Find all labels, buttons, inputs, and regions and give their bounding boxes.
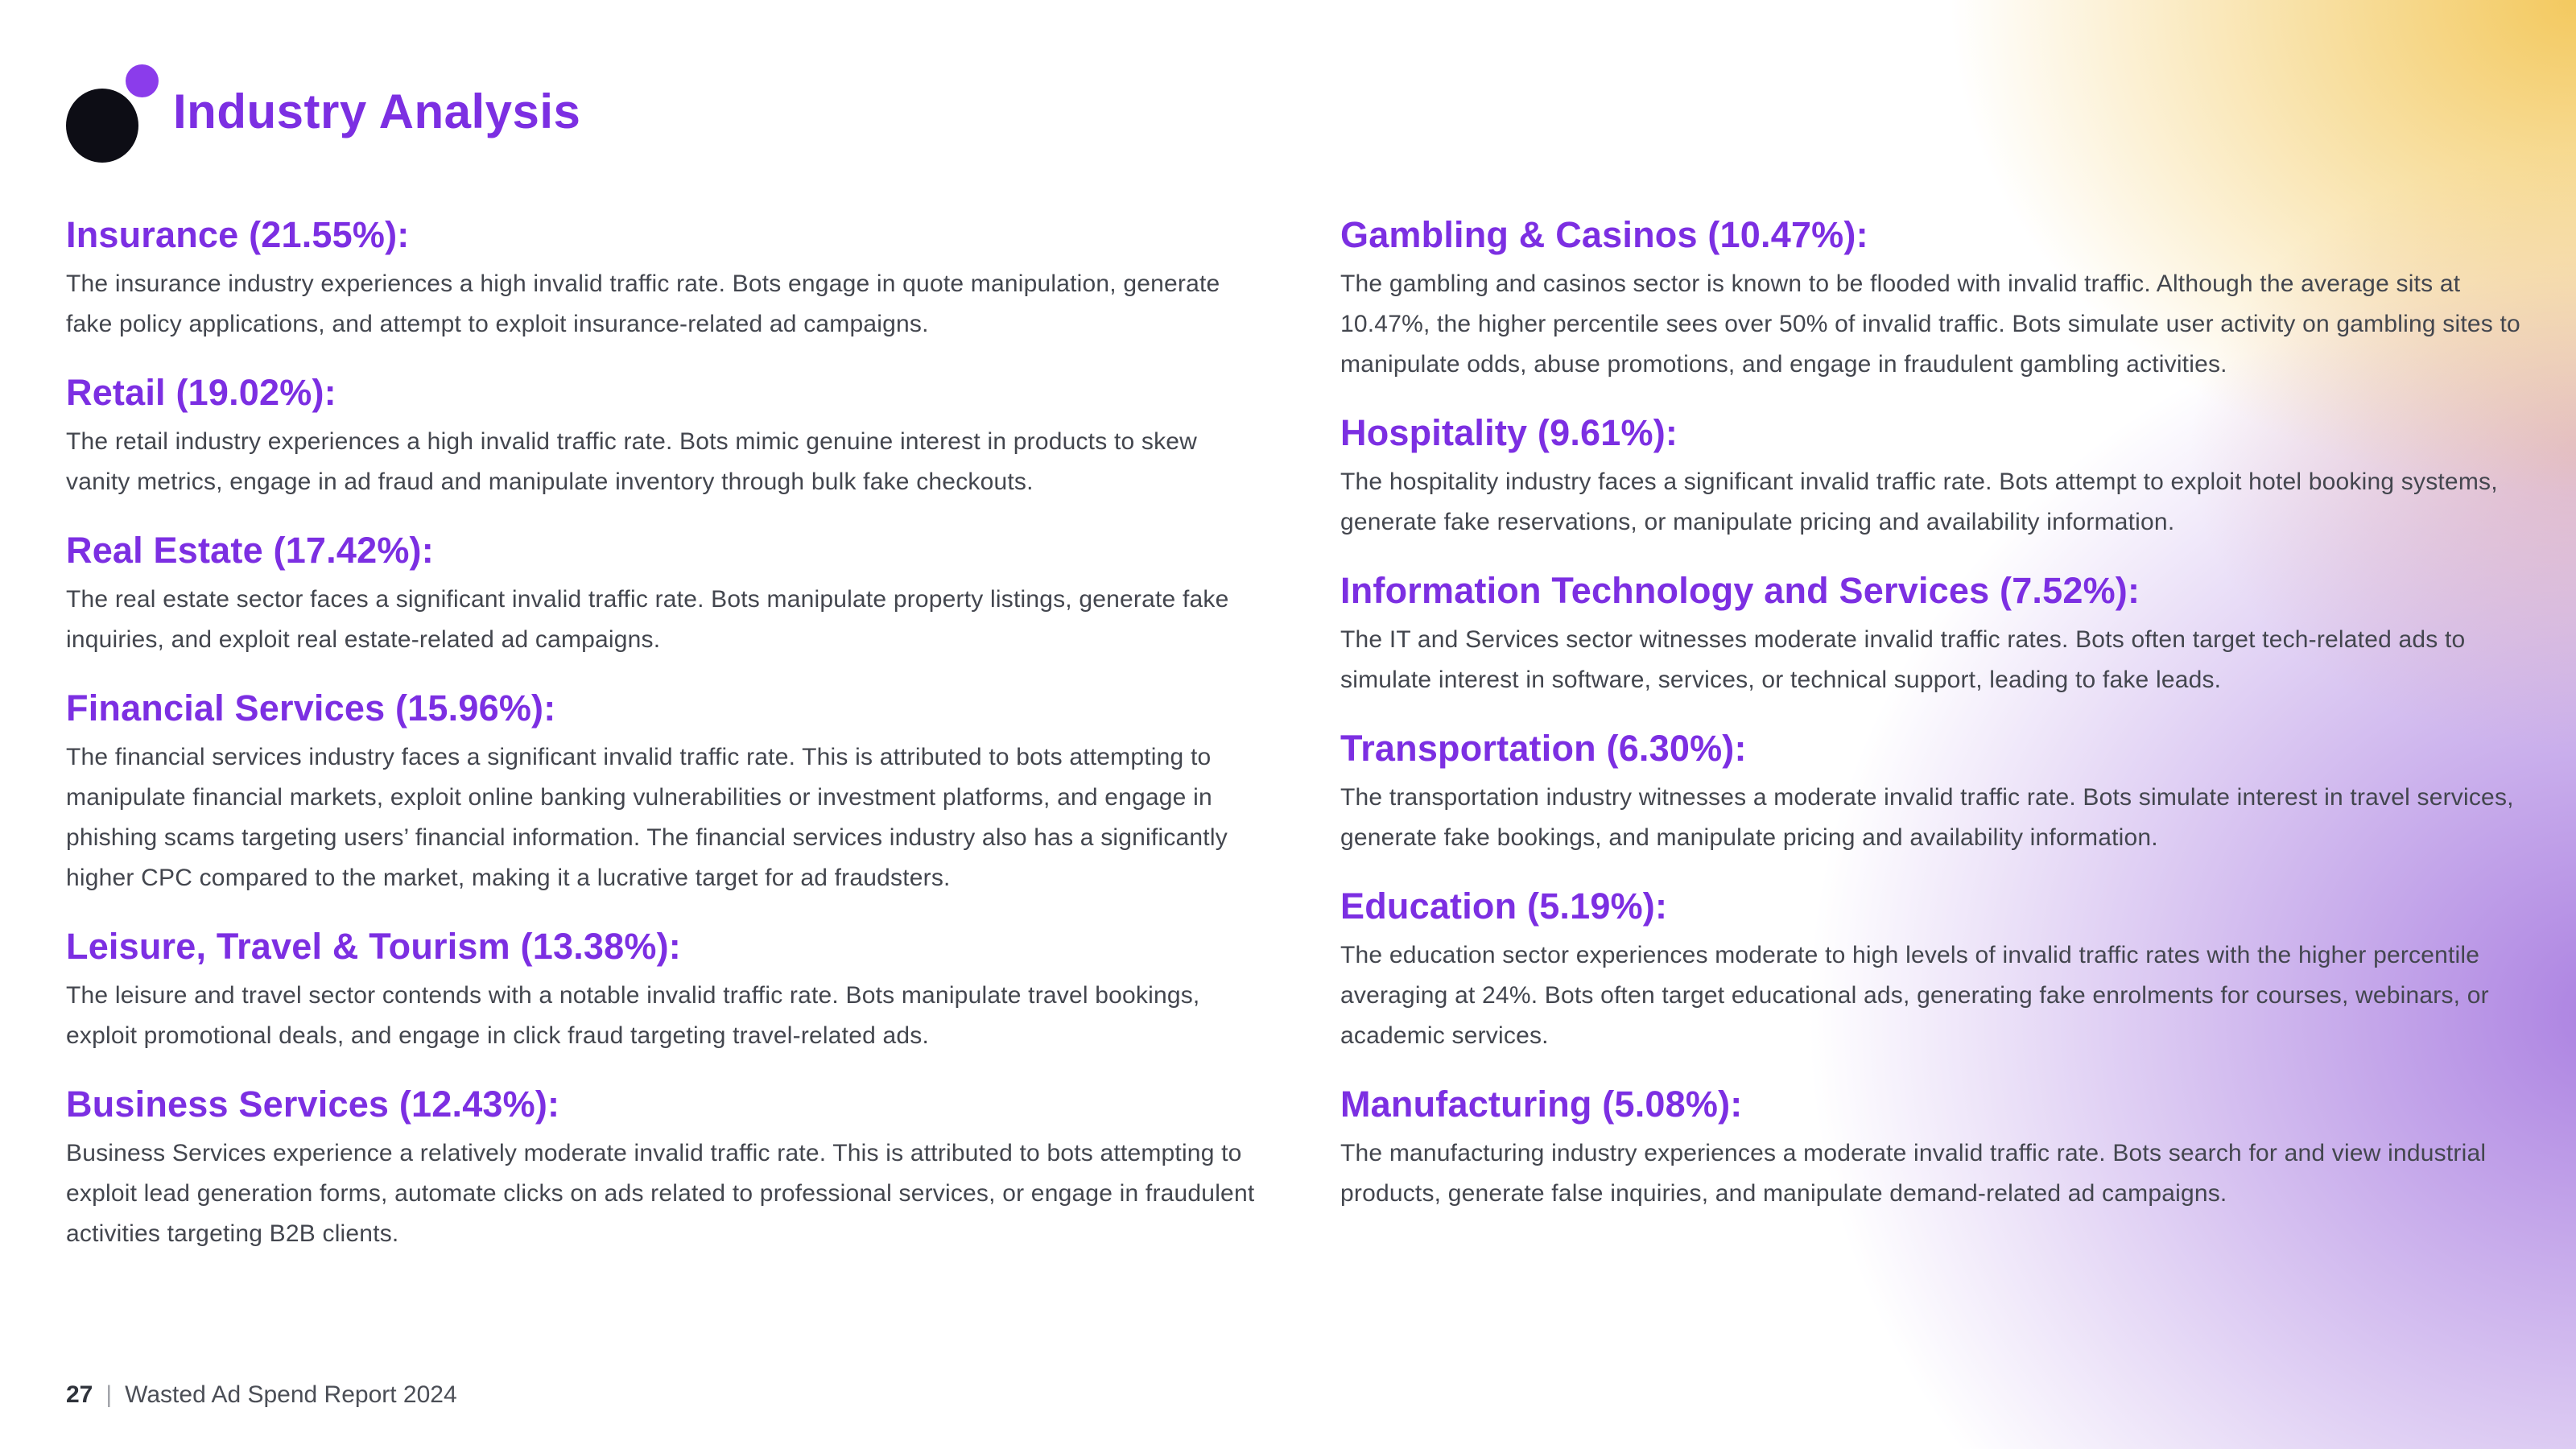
section-heading: Gambling & Casinos (10.47%): xyxy=(1340,214,1868,255)
page-number: 27 xyxy=(66,1381,93,1408)
right-column xyxy=(1340,214,2541,1282)
section-education xyxy=(1340,886,2541,1056)
section-body: The manufacturing industry experiences a moderate invalid traffic rate. Bots search for and view industrial products, generate false inquiries, and manipulate demand-related ad campaigns. xyxy=(1340,1140,2487,1207)
content-columns xyxy=(66,214,2541,1282)
logo-purple-dot-icon xyxy=(126,64,159,97)
section-heading: Education (5.19%): xyxy=(1340,886,1668,927)
logo-black-circle-icon xyxy=(66,89,138,163)
section-heading: Leisure, Travel & Tourism (13.38%): xyxy=(66,926,681,967)
section-heading: Insurance (21.55%): xyxy=(66,214,410,255)
section-body: The gambling and casinos sector is known to be flooded with invalid traffic. Although the average sits at 10.47%, the higher percentile sees over 50% of invalid traffic. Bots simulate user activity on gambling sites to manipulate odds, abuse promotions, and engage in fraudulent gambling activities. xyxy=(1340,270,2520,378)
section-transportation xyxy=(1340,728,2541,858)
section-financial-services xyxy=(66,687,1257,898)
section-body: The financial services industry faces a significant invalid traffic rate. This is attributed to bots attempting to manipulate financial markets, exploit online banking vulnerabilities or investment platforms, and engage in phishing scams targeting users’ financial information. The financial services industry also has a significantly higher CPC compared to the market, making it a lucrative target for ad fraudsters. xyxy=(66,744,1228,891)
section-insurance xyxy=(66,214,1257,345)
section-retail xyxy=(66,372,1257,502)
left-column xyxy=(66,214,1257,1282)
brand-logo-icon xyxy=(66,64,163,164)
section-body: The IT and Services sector witnesses moderate invalid traffic rates. Bots often target tech-related ads to simulate interest in software, services, or technical support, leading to fake leads. xyxy=(1340,626,2466,693)
section-body: The leisure and travel sector contends with a notable invalid traffic rate. Bots manipulate travel bookings, exploit promotional deals, and engage in click fraud targeting travel-related ads. xyxy=(66,982,1200,1049)
section-heading: Transportation (6.30%): xyxy=(1340,728,1747,769)
section-heading: Financial Services (15.96%): xyxy=(66,687,556,729)
section-information-technology xyxy=(1340,570,2541,700)
section-heading: Hospitality (9.61%): xyxy=(1340,412,1678,453)
section-body: The insurance industry experiences a high invalid traffic rate. Bots engage in quote manipulation, generate fake policy applications, and attempt to exploit insurance-related ad campaigns. xyxy=(66,270,1220,337)
section-body: The transportation industry witnesses a moderate invalid traffic rate. Bots simulate interest in travel services, generate fake bookings, and manipulate pricing and availability information. xyxy=(1340,784,2514,851)
page-title: Industry Analysis xyxy=(173,85,581,138)
page-footer xyxy=(66,1381,457,1409)
section-heading: Retail (19.02%): xyxy=(66,372,336,413)
section-heading: Information Technology and Services (7.52%): xyxy=(1340,570,2140,611)
section-manufacturing xyxy=(1340,1084,2541,1214)
footer-separator: | xyxy=(105,1381,113,1408)
section-heading: Business Services (12.43%): xyxy=(66,1084,560,1125)
report-title: Wasted Ad Spend Report 2024 xyxy=(125,1381,457,1408)
section-hospitality xyxy=(1340,412,2541,543)
section-heading: Manufacturing (5.08%): xyxy=(1340,1084,1743,1125)
section-heading: Real Estate (17.42%): xyxy=(66,530,434,571)
section-business-services xyxy=(66,1084,1257,1254)
section-real-estate xyxy=(66,530,1257,660)
section-gambling-casinos xyxy=(1340,214,2541,385)
section-body: The education sector experiences moderate to high levels of invalid traffic rates with the higher percentile averaging at 24%. Bots often target educational ads, generating fake enrolments for courses, webinars, or academic services. xyxy=(1340,942,2489,1049)
section-body: Business Services experience a relatively moderate invalid traffic rate. This is attributed to bots attempting to exploit lead generation forms, automate clicks on ads related to professional services, or engage in fraudulent activities targeting B2B clients. xyxy=(66,1140,1255,1247)
section-leisure-travel-tourism xyxy=(66,926,1257,1056)
section-body: The retail industry experiences a high invalid traffic rate. Bots mimic genuine interest in products to skew vanity metrics, engage in ad fraud and manipulate inventory through bulk fake checkouts. xyxy=(66,428,1198,495)
section-body: The hospitality industry faces a significant invalid traffic rate. Bots attempt to exploit hotel booking systems, generate fake reservations, or manipulate pricing and availability information. xyxy=(1340,469,2498,535)
section-body: The real estate sector faces a significant invalid traffic rate. Bots manipulate property listings, generate fake inquiries, and exploit real estate-related ad campaigns. xyxy=(66,586,1229,653)
